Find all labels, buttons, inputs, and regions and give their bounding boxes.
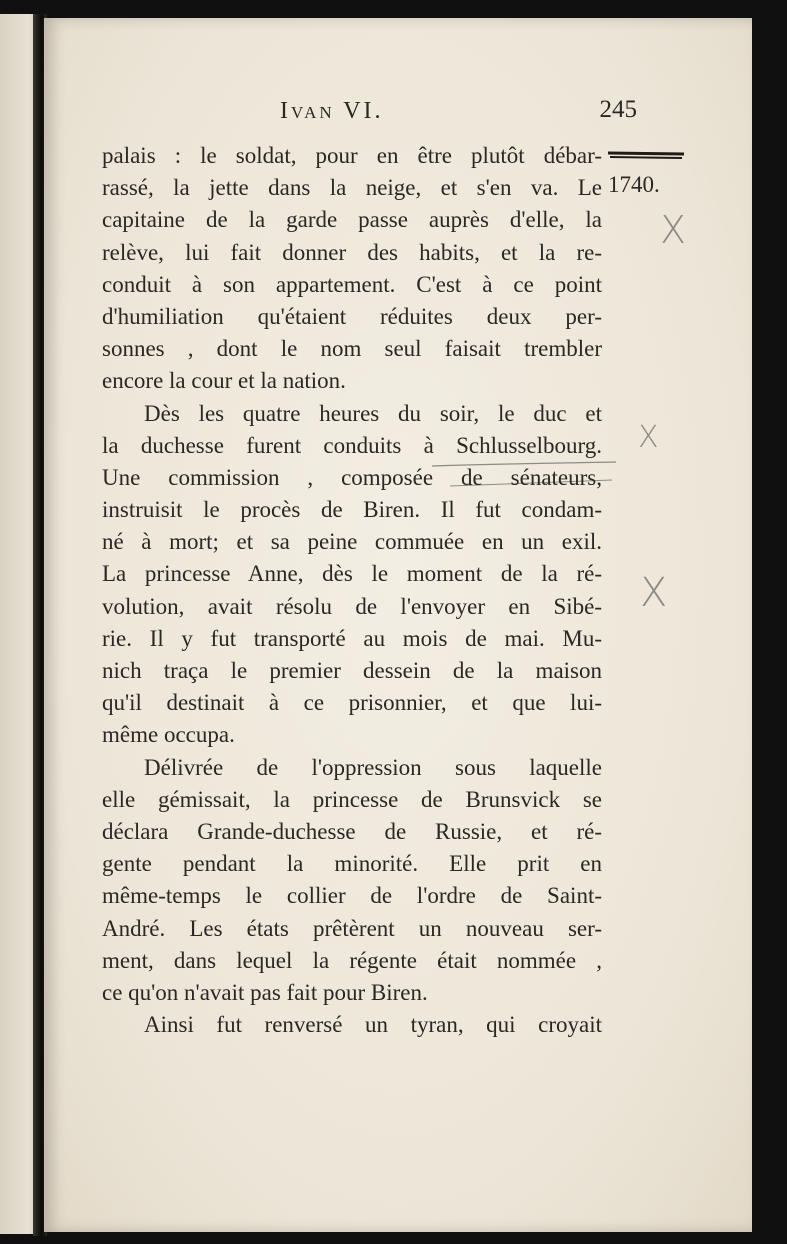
text-line: relève, lui fait donner des habits, et la re- — [102, 239, 602, 265]
text-line: nich traça le premier dessein de la maison — [102, 658, 602, 683]
running-head: Ivan VI. — [280, 98, 384, 124]
text-line: même occupa. — [102, 722, 235, 748]
text-line: La princesse Anne, dès le moment de la ré- — [102, 561, 602, 587]
text-line: capitaine de la garde passe auprès d'elle, la — [102, 207, 602, 233]
text-line: ce qu'on n'avait pas fait pour Biren. — [102, 979, 428, 1005]
page-number: 245 — [599, 96, 637, 123]
text-line: qu'il destinait à ce prisonnier, et que lui- — [102, 690, 602, 716]
text-line: sonnes , dont le nom seul faisait trembler — [102, 336, 602, 362]
margin-date: 1740. — [608, 172, 660, 197]
text-line: Dès les quatre heures du soir, le duc et — [144, 400, 602, 426]
body-text — [102, 140, 602, 1041]
text-line: Une commission , composée de sénateurs, — [102, 464, 602, 490]
text-line: conduit à son appartement. C'est à ce point — [102, 271, 602, 297]
text-line: volution, avait résolu de l'envoyer en Sibé- — [102, 593, 602, 619]
text-line: né à mort; et sa peine commuée en un exil. — [102, 529, 602, 555]
text-line: gente pendant la minorité. Elle prit en — [102, 851, 602, 877]
text-line: d'humiliation qu'étaient réduites deux per- — [102, 303, 602, 329]
text-line: rassé, la jette dans la neige, et s'en va. Le — [102, 175, 602, 201]
ink-strike-mark — [606, 150, 686, 160]
text-line: ment, dans lequel la régente était nommée , — [102, 947, 602, 973]
text-line: rie. Il y fut transporté au mois de mai. Mu- — [102, 625, 602, 651]
pencil-x-mark-3: X — [640, 570, 668, 616]
pencil-x-mark-2: X — [638, 420, 659, 455]
text-line: André. Les états prêtèrent un nouveau ser- — [102, 915, 602, 941]
text-line: déclara Grande-duchesse de Russie, et ré- — [102, 818, 602, 844]
text-line: Délivrée de l'oppression sous laquelle — [144, 754, 602, 780]
text-line: palais : le soldat, pour en être plutôt débar- — [102, 143, 602, 168]
text-line: elle gémissait, la princesse de Brunsvick se — [102, 786, 602, 812]
page-header — [280, 96, 637, 130]
text-line: encore la cour et la nation. — [102, 368, 346, 394]
pencil-x-mark-1: X — [660, 208, 687, 252]
text-line: instruisit le procès de Biren. Il fut condam- — [102, 497, 602, 523]
text-line: la duchesse furent conduits à Schlusselbourg. — [102, 432, 602, 458]
text-line: Ainsi fut renversé un tyran, qui croyait — [144, 1012, 602, 1038]
text-line: même-temps le collier de l'ordre de Saint- — [102, 883, 602, 909]
